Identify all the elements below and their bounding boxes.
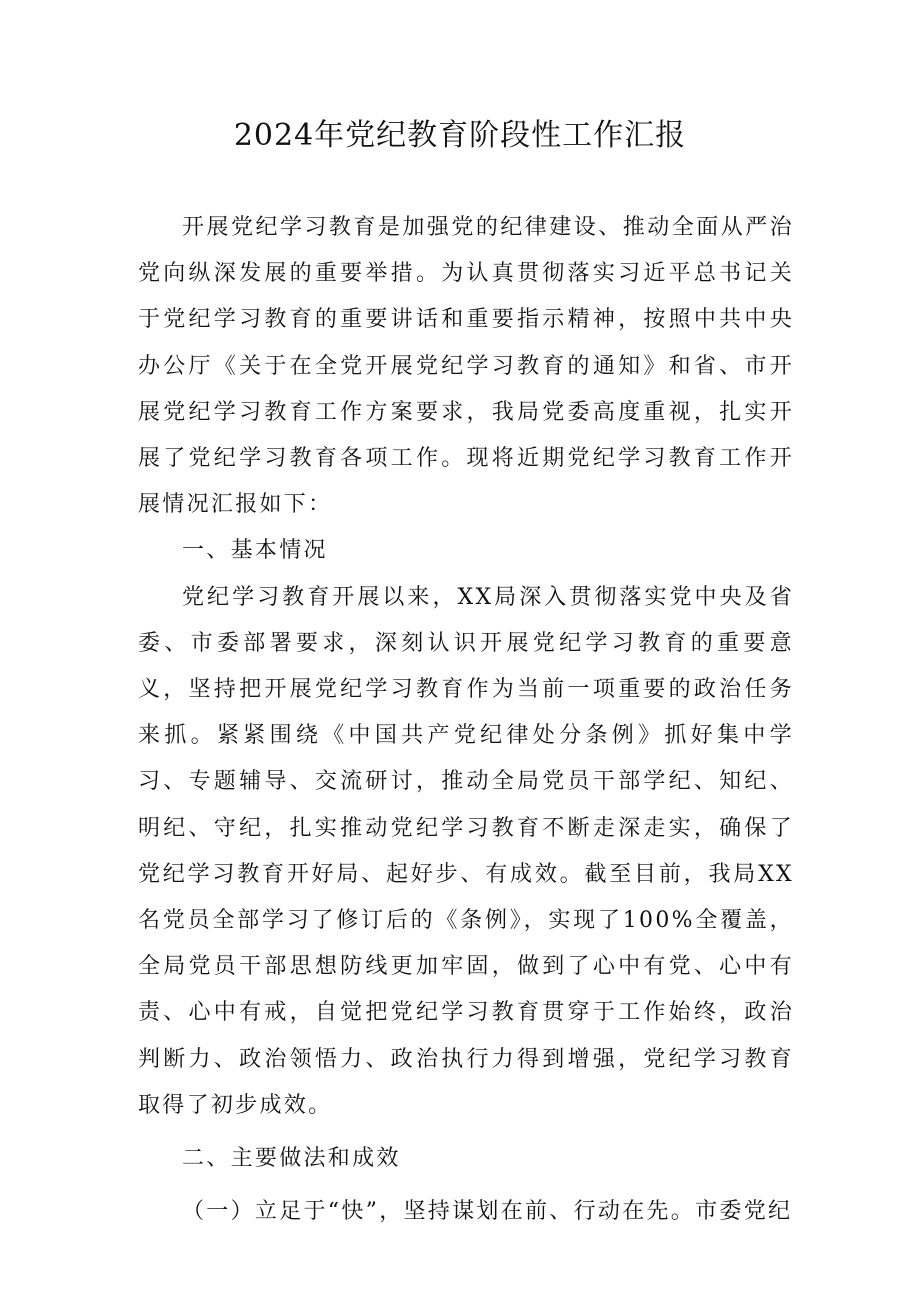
section-1-heading: 一、基本情况 xyxy=(182,538,328,564)
intro-paragraph: 开展党纪学习教育是加强党的纪律建设、推动全面从严治党向纵深发展的重要举措。为认真贯彻落实习近平总书记关于党纪学习教育的重要讲话和重要指示精神，按照中共中央办公厅《关于在全党开展党纪学习教育的通知》和省、市开展党纪学习教育工作方案要求，我局党委高度重视，扎实开展了党纪学习教育各项工作。现将近期党纪学习教育工作开展情况汇报如下： xyxy=(138,215,794,518)
subsection-1-paragraph: （一）立足于“快”，坚持谋划在前、行动在先。市委党纪 xyxy=(182,1199,793,1225)
section-1-paragraph: 党纪学习教育开展以来，XX局深入贯彻落实党中央及省委、市委部署要求，深刻认识开展党纪学习教育的重要意义，坚持把开展党纪学习教育作为当前一项重要的政治任务来抓。紧紧围绕《中国共产党纪律处分条例》抓好集中学习、专题辅导、交流研讨，推动全局党员干部学纪、知纪、明纪、守纪，扎实推动党纪学习教育不断走深走实，确保了党纪学习教育开好局、起好步、有成效。截至目前，我局XX名党员全部学习了修订后的《条例》，实现了100%全覆盖，全局党员干部思想防线更加牢固，做到了心中有党、心中有责、心中有戒，自觉把党纪学习教育贯穿于工作始终，政治判断力、政治领悟力、政治执行力得到增强，党纪学习教育取得了初步成效。 xyxy=(138,584,794,1118)
document-body xyxy=(138,205,794,1235)
section-2-heading: 二、主要做法和成效 xyxy=(182,1146,401,1172)
document-title: 2024年党纪教育阶段性工作汇报 xyxy=(233,118,687,153)
